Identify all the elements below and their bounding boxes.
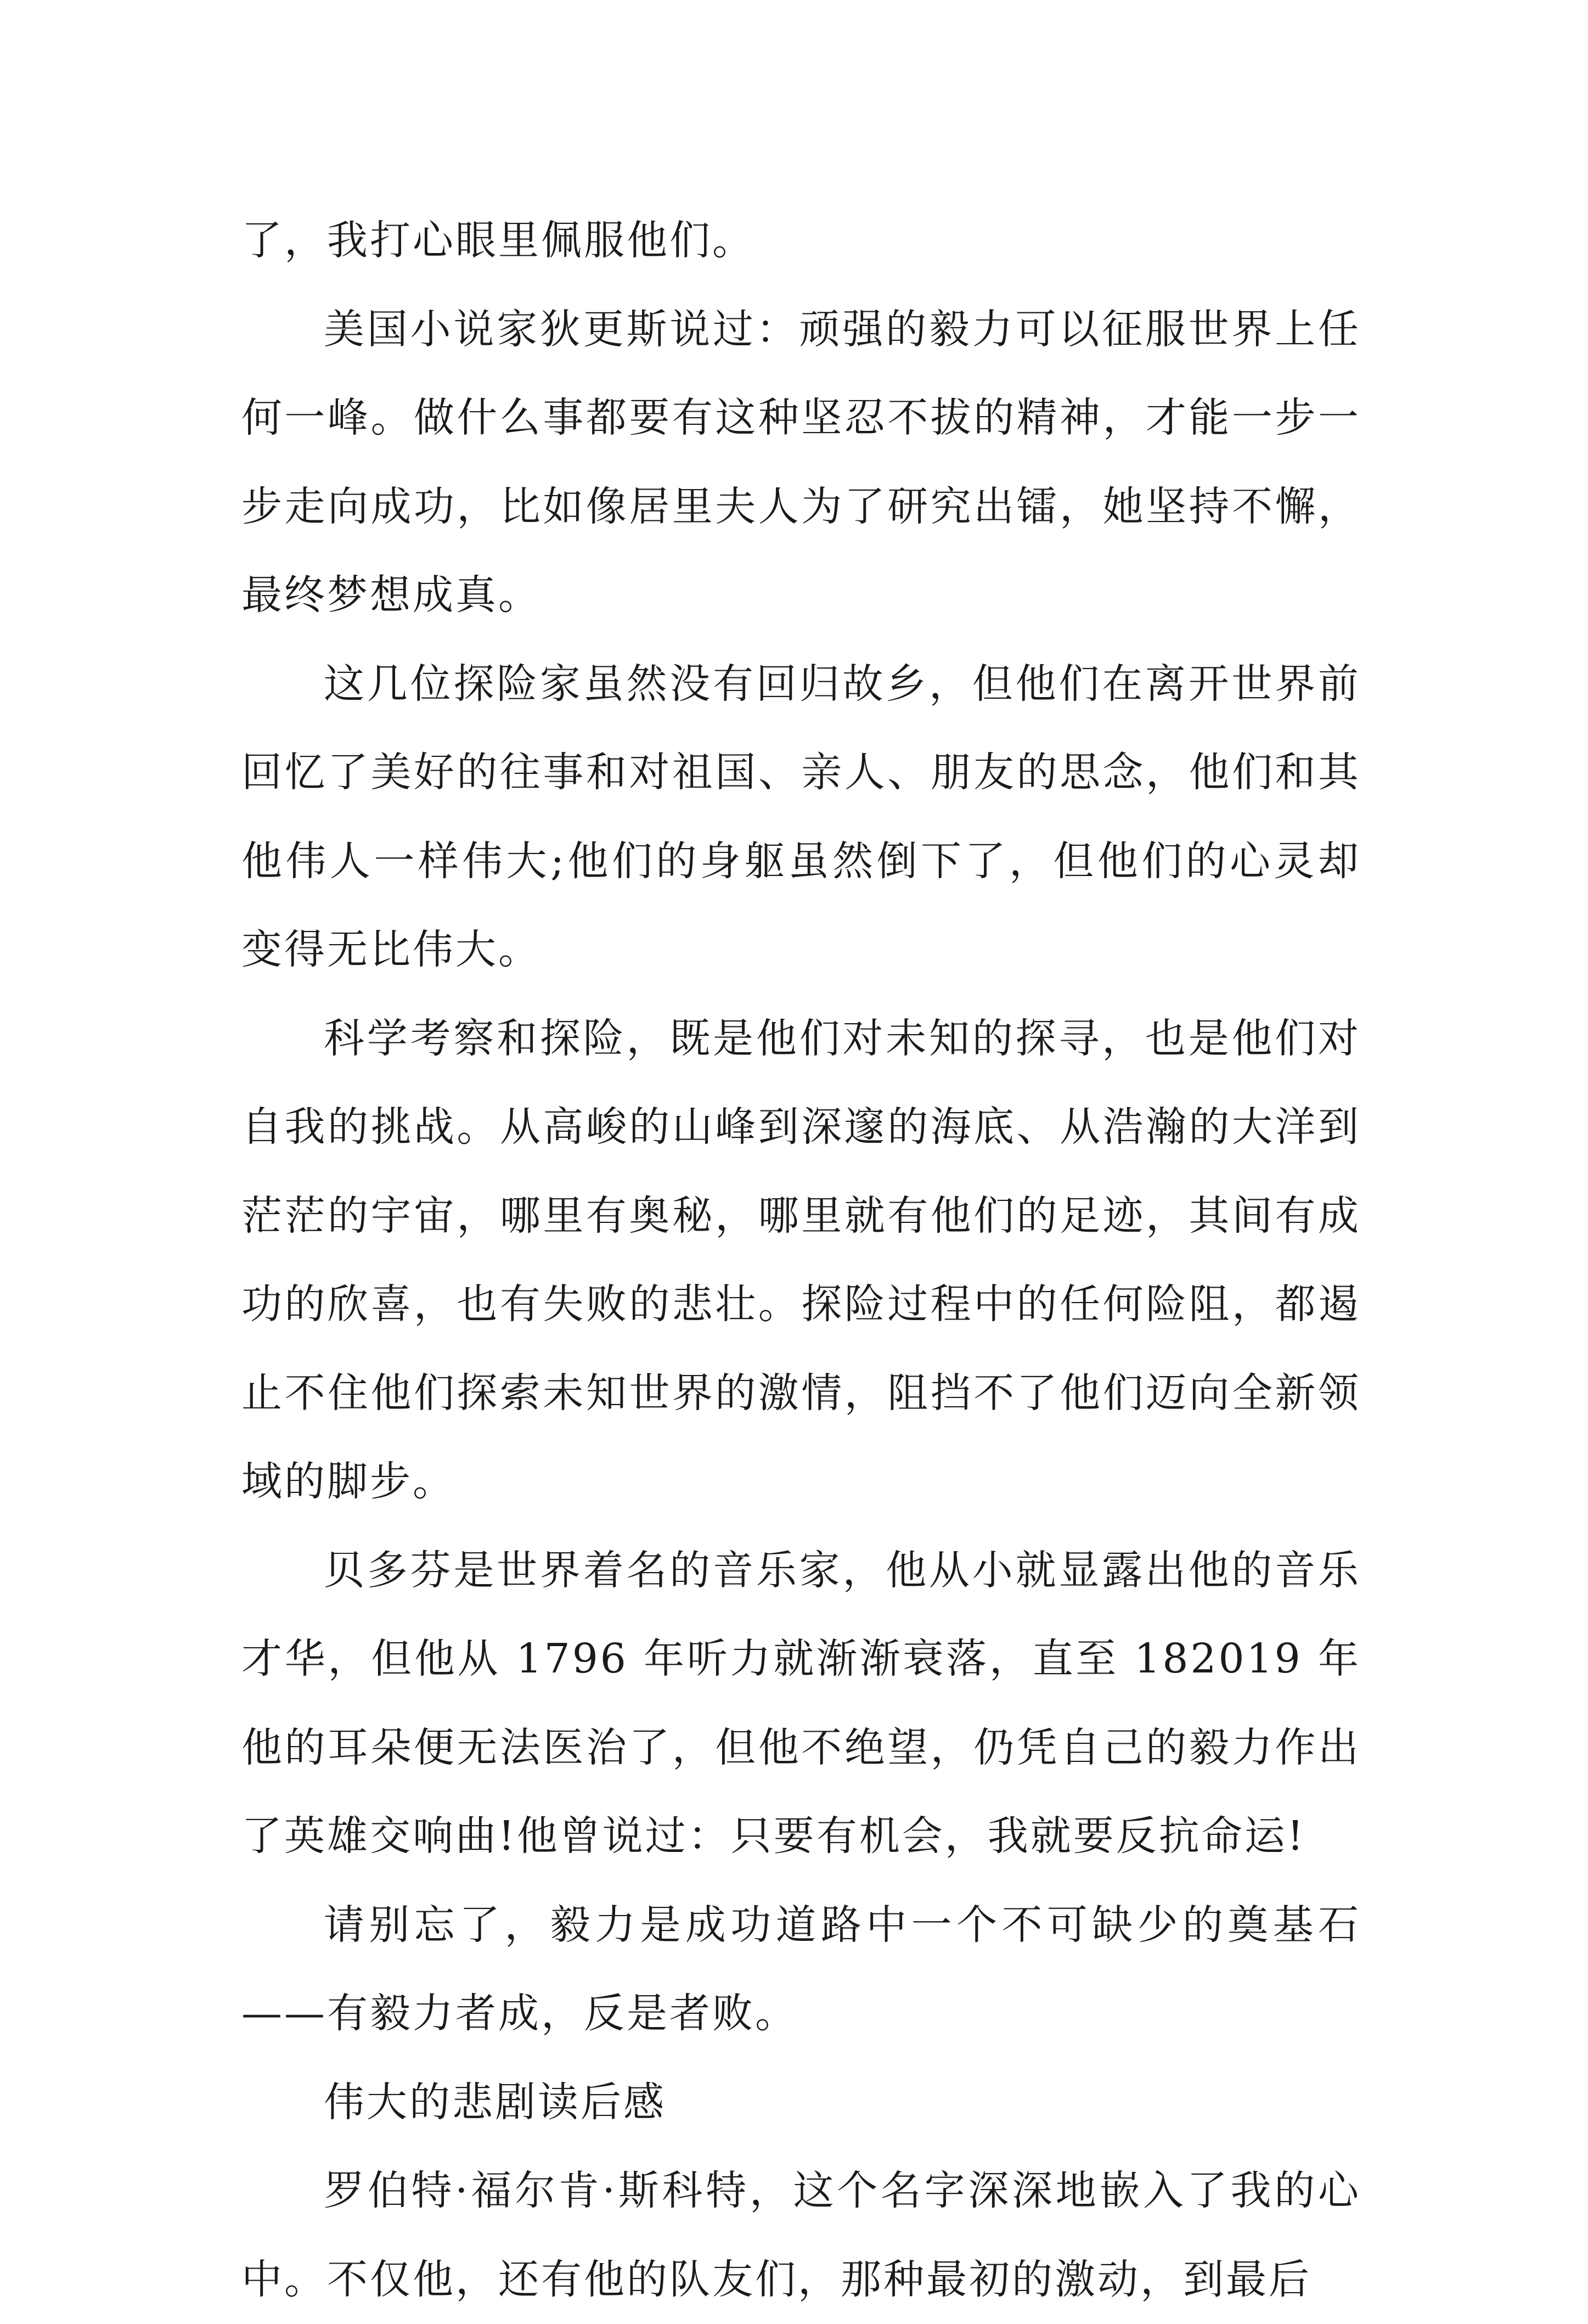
section-heading: 伟大的悲剧读后感 [324,2078,666,2126]
paragraph: 这几位探险家虽然没有回归故乡，但他们在离开世界前回忆了美好的往事和对祖国、亲人、朋友的思念，他们和其他伟人一样伟大;他们的身躯虽然倒下了，但他们的心灵却变得无比伟大。 [241,660,1361,973]
paragraph: 请别忘了，毅力是成功道路中一个不可缺少的奠基石——有毅力者成，反是者败。 [241,1901,1361,2037]
paragraph: 了，我打心眼里佩服他们。 [241,217,755,264]
paragraph: 科学考察和探险，既是他们对未知的探寻，也是他们对自我的挑战。从高峻的山峰到深邃的海底、从浩瀚的大洋到茫茫的宇宙，哪里有奥秘，哪里就有他们的足迹，其间有成功的欣喜，也有失败的悲壮。探险过程中的任何险阻，都遏止不住他们探索未知世界的激情，阻挡不了他们迈向全新领域的脚步。 [241,1014,1361,1505]
paragraph: 贝多芬是世界着名的音乐家，他从小就显露出他的音乐才华，但他从 1796 年听力就渐渐衰落，直至 182019 年他的耳朵便无法医治了，但他不绝望，仍凭自己的毅力作出了英雄交响曲!他曾说过：只要有机会，我就要反抗命运! [241,1546,1361,1860]
paragraph: 罗伯特·福尔肯·斯科特，这个名字深深地嵌入了我的心中。不仅他，还有他的队友们，那种最初的激动，到最后 [241,2167,1361,2303]
paragraph: 美国小说家狄更斯说过：顽强的毅力可以征服世界上任何一峰。做什么事都要有这种坚忍不拔的精神，才能一步一步走向成功，比如像居里夫人为了研究出镭，她坚持不懈，最终梦想成真。 [241,305,1361,619]
document-body [241,197,1361,2324]
